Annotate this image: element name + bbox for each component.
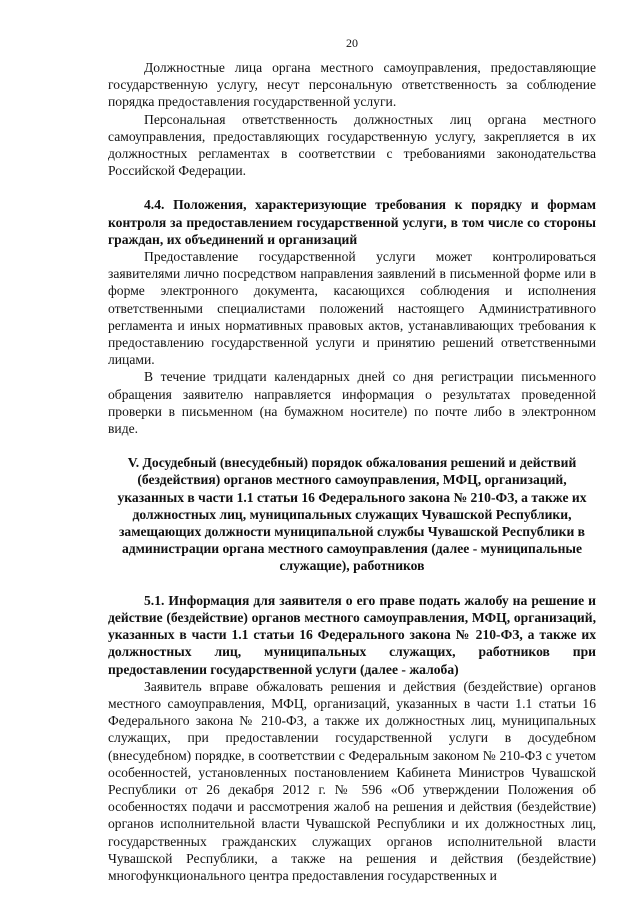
paragraph-thirty-days: В течение тридцати календарных дней со дня регистрации письменного обращения заявителю направляется информация о результатах проведенной проверки в письменном (на бумажном носителе) по почте либо в электронном виде.: [108, 369, 596, 437]
section-heading-4-4: 4.4. Положения, характеризующие требования к порядку и формам контроля за предоставлением государственной услуги, в том числе со стороны граждан, их объединений и организаций: [108, 197, 596, 247]
chapter-heading-v: V. Досудебный (внесудебный) порядок обжалования решений и действий (бездействия) органов местного самоуправления, МФЦ, организаций, указанных в части 1.1 статьи 16 Федерального закона № 210-ФЗ, а также их должностных лиц, муниципальных служащих Чувашской Республики, замещающих должности муниципальной службы Чувашской Республики в администрации органа местного самоуправления (далее - муниципальные служащие), работников: [117, 455, 587, 574]
paragraph-right-to-appeal: Заявитель вправе обжаловать решения и действия (бездействие) органов местного самоуправления, МФЦ, организаций, указанных в части 1.1 статьи 16 Федерального закона № 210-ФЗ, а также их должностных лиц, муниципальных служащих, при предоставлении государственной услуги в досудебном (внесудебном) порядке, в соответствии с Федеральным законом № 210-ФЗ с учетом особенностей, установленных постановлением Кабинета Министров Чувашской Республики от 26 декабря 2012 г. № 596 «Об утверждении Положения об особенностях подачи и рассмотрения жалоб на решения и действия (бездействие) органов исполнительной власти Чувашской Республики и их должностных лиц, государственных гражданских служащих органов исполнительной власти Чувашской Республики, а также на решения и действия (бездействие) многофункционального центра предоставления государственных и: [108, 678, 596, 883]
document-body: [108, 59, 596, 884]
paragraph-personal-responsibility: Персональная ответственность должностных лиц органа местного самоуправления, предоставляющих государственную услугу, закрепляется в их должностных регламентах в соответствии с требованиями законодательства Российской Федерации.: [108, 111, 596, 179]
section-heading-5-1: 5.1. Информация для заявителя о его праве подать жалобу на решение и действие (бездействие) органов местного самоуправления, МФЦ, организаций, указанных в части 1.1 статьи 16 Федерального закона № 210-ФЗ, а также их должностных лиц, муниципальных служащих, работников при предоставлении государственной услуги (далее - жалоба): [108, 592, 596, 677]
paragraph-control-by-applicants: Предоставление государственной услуги может контролироваться заявителями лично посредством направления заявлений в письменной форме или в форме электронного документа, касающихся соблюдения и исполнения ответственными специалистами положений настоящего Административного регламента и иных нормативных правовых актов, устанавливающих требования к предоставлению государственной услуги и принятию решений ответственными лицами.: [108, 249, 596, 368]
spacer: [108, 437, 596, 454]
page-number: 20: [346, 36, 358, 50]
paragraph-responsibility: Должностные лица органа местного самоуправления, предоставляющие государственную услугу, несут персональную ответственность за соблюдение порядка предоставления государственной услуги.: [108, 60, 596, 110]
spacer: [108, 179, 596, 196]
spacer: [108, 575, 596, 592]
